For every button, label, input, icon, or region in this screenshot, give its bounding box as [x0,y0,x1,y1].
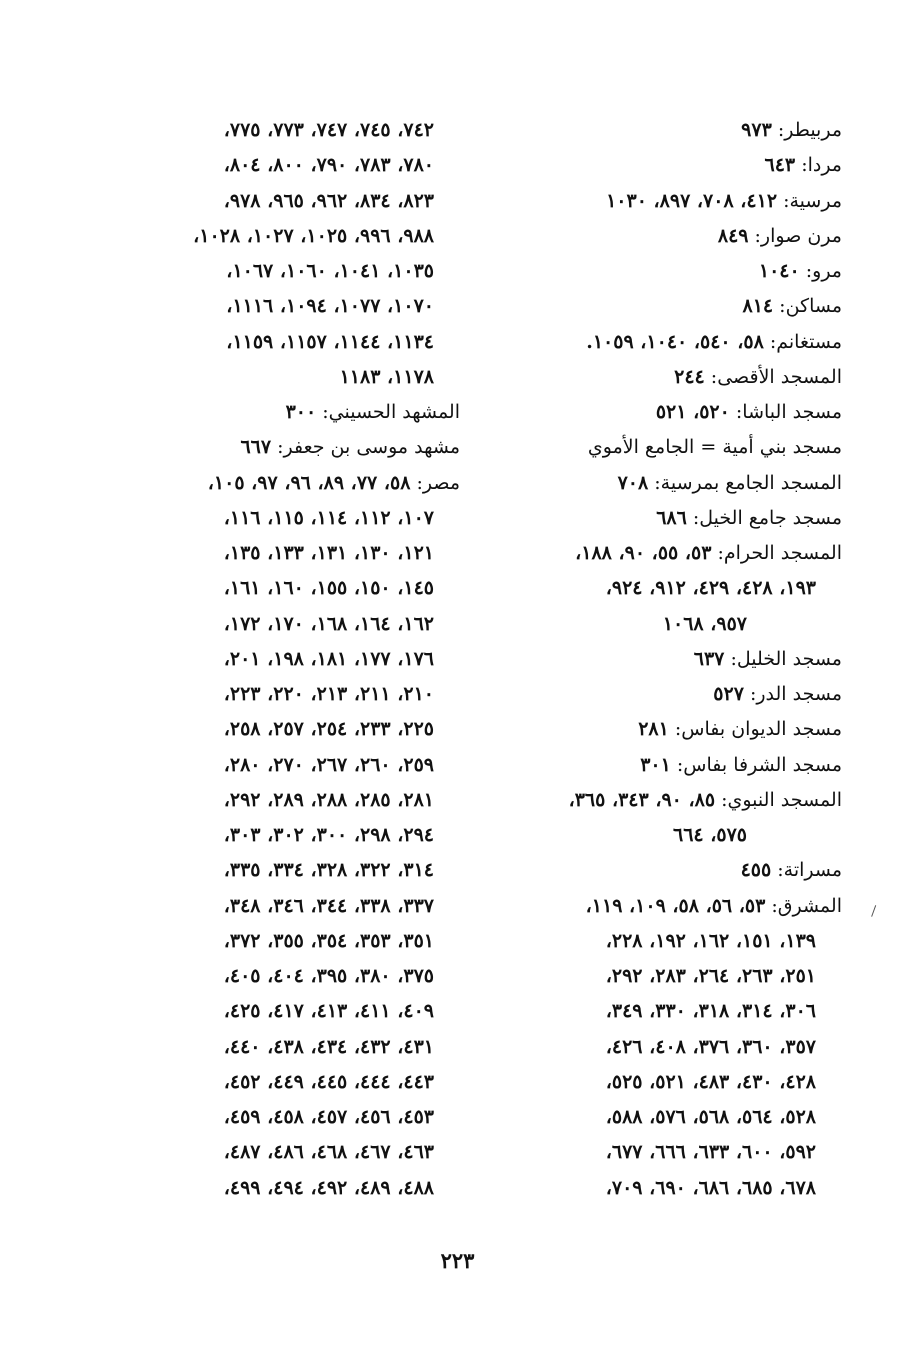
entry-page-refs: ٣٠٠ [285,401,317,423]
index-entry [106,289,460,324]
index-entry [490,219,842,254]
entry-heading: مرسية: [783,189,842,212]
entry-page-refs: ٥٨، ٥٤٠، ١٠٤٠، ١٠٥٩. [586,330,764,353]
index-entry [106,536,460,571]
index-entry [106,712,460,747]
index-entry [490,430,842,465]
index-entry [490,642,842,677]
entry-heading: مساكن: [779,295,842,318]
entry-page-refs: ١٢١، ١٣٠، ١٣١، ١٣٣، ١٣٥، [223,542,434,564]
entry-heading: مرن صوار: [754,224,842,247]
entry-heading: المشرق: [771,894,842,917]
entry-heading: مسجد الباشا: [735,401,842,423]
index-entry [106,1171,460,1206]
entry-page-refs: ٤٨٨، ٤٨٩، ٤٩٢، ٤٩٤، ٤٩٩، [223,1176,434,1199]
entry-page-refs: ٢٥١، ٢٦٣، ٢٦٤، ٢٨٣، ٢٩٢، [605,965,816,987]
index-entry [490,113,842,148]
entry-page-refs: ١٠٧٠، ١٠٧٧، ١٠٩٤، ١١١٦، [226,295,434,318]
index-entry [490,466,842,501]
index-entry [106,219,460,254]
entry-heading: مستغانم: [769,330,842,353]
index-entry [106,783,460,818]
entry-heading: المسجد الجامع بمرسية: [654,471,842,494]
page-number: ٢٢٣ [440,1248,475,1273]
index-entry [106,748,460,783]
entry-page-refs: ٢٨١ [638,718,669,741]
index-entry [106,360,460,395]
entry-page-refs: ١٧٦، ١٧٧، ١٨١، ١٩٨، ٢٠١، [223,647,434,670]
entry-heading: مسجد بني أمية = الجامع الأموي [587,436,842,459]
entry-page-refs: ٢١٠، ٢١١، ٢١٣، ٢٢٠، ٢٢٣، [223,683,434,705]
index-entry [106,994,460,1029]
index-entry [490,712,842,747]
entry-page-refs: ٨٤٩ [717,224,749,247]
index-entry [490,748,842,783]
index-entry [106,924,460,959]
entry-heading: المسجد النبوي: [721,788,842,811]
entry-heading: مسجد الديوان بفاس: [674,718,842,741]
entry-page-refs: ٥٢٠، ٥٢١ [655,401,730,423]
index-entry [106,430,460,465]
index-entry [106,677,460,712]
entry-page-refs: ٦٧٨، ٦٨٥، ٦٨٦، ٦٩٠، ٧٠٩، [605,1176,816,1199]
index-entry [490,1135,842,1170]
entry-page-refs: ٦٨٦ [656,506,687,529]
index-column-right [490,113,842,1206]
entry-page-refs: ٥٣، ٥٦، ٥٨، ١٠٩، ١١٩، [585,894,766,917]
entry-page-refs: ٦٦٧ [240,436,272,459]
entry-page-refs: ٩٨٨، ٩٩٦، ١٠٢٥، ١٠٢٧، ١٠٢٨، [193,224,434,247]
index-entry [490,1030,842,1065]
index-entry [490,677,842,712]
index-entry [106,889,460,924]
entry-heading: مسراتة: [777,859,842,882]
index-entry [106,607,460,642]
entry-heading: مسجد جامع الخيل: [692,506,842,529]
entry-page-refs: ٧٨٠، ٧٨٣، ٧٩٠، ٨٠٠، ٨٠٤، [223,154,434,177]
index-entry [490,783,842,818]
entry-page-refs: ٤٤٣، ٤٤٤، ٤٤٥، ٤٤٩، ٤٥٢، [223,1070,434,1093]
margin-mark [871,905,882,919]
index-entry [106,501,460,536]
entry-heading: مسجد الخليل: [730,647,842,670]
entry-page-refs: ٥٩٢، ٦٠٠، ٦٣٣، ٦٦٦، ٦٧٧، [605,1141,816,1164]
entry-page-refs: ٤٢٨، ٤٣٠، ٤٨٣، ٥٢١، ٥٢٥، [605,1070,816,1093]
entry-page-refs: ٢٤٤ [674,365,705,388]
entry-page-refs: ٨٥، ٩٠، ٣٤٣، ٣٦٥، [568,788,716,811]
entry-page-refs: ١٠٣٥، ١٠٤١، ١٠٦٠، ١٠٦٧، [226,260,434,282]
index-entry [106,113,460,148]
entry-page-refs: ٣٠٦، ٣١٤، ٣١٨، ٣٣٠، ٣٤٩، [605,1000,816,1023]
entry-page-refs: ٨٢٣، ٨٣٤، ٩٦٢، ٩٦٥، ٩٧٨، [223,189,434,212]
index-entry [490,148,842,183]
entry-page-refs: ٧٤٢، ٧٤٥، ٧٤٧، ٧٧٣، ٧٧٥، [223,119,434,141]
entry-page-refs: ٤١٢، ٧٠٨، ٨٩٧، ١٠٣٠ [606,189,778,212]
index-entry [106,254,460,289]
entry-page-refs: ٥٢٨، ٥٦٤، ٥٦٨، ٥٧٦، ٥٨٨، [605,1106,816,1128]
entry-page-refs: ٣٧٥، ٣٨٠، ٣٩٥، ٤٠٤، ٤٠٥، [223,965,434,987]
entry-page-refs: ١٩٣، ٤٢٨، ٤٢٩، ٩١٢، ٩٢٤، [605,577,816,600]
index-entry [490,536,842,571]
index-column-left [106,113,460,1206]
index-entry [106,148,460,183]
index-entry [490,360,842,395]
index-entry [490,501,842,536]
entry-heading: مربيطر: [777,119,842,141]
index-entry [106,395,460,430]
index-entry [106,959,460,994]
entry-page-refs: ١٦٢، ١٦٤، ١٦٨، ١٧٠، ١٧٢، [223,612,434,635]
entry-heading: مشهد موسى بن جعفر: [277,436,460,459]
entry-page-refs: ٣٥١، ٣٥٣، ٣٥٤، ٣٥٥، ٣٧٢، [223,929,434,952]
entry-page-refs: ٢٩٤، ٢٩٨، ٣٠٠، ٣٠٢، ٣٠٣، [223,824,434,846]
index-entry [490,853,842,888]
entry-page-refs: ٨١٤ [742,295,774,318]
entry-page-refs: ٥٣، ٥٥، ٩٠، ١٨٨، [575,542,712,564]
entry-page-refs: ٤٣١، ٤٣٢، ٤٣٤، ٤٣٨، ٤٤٠، [223,1035,434,1058]
entry-page-refs: ٢٢٥، ٢٣٣، ٢٥٤، ٢٥٧، ٢٥٨، [223,718,434,741]
index-entry [106,1065,460,1100]
index-entry [106,466,460,501]
entry-page-refs: ٧٠٨ [617,471,649,494]
index-entry [490,607,842,642]
index-entry [490,395,842,430]
index-entry [106,853,460,888]
entry-heading: مردا: [801,154,842,177]
entry-heading: مسجد الشرفا بفاس: [676,753,842,776]
index-entry [490,1171,842,1206]
index-entry [490,289,842,324]
entry-page-refs: ٥٧٥، ٦٦٤ [673,824,747,846]
index-entry [106,818,460,853]
entry-heading: مسجد الدر: [749,683,842,705]
entry-page-refs: ٣٠١ [640,753,671,776]
entry-page-refs: ٣١٤، ٣٢٢، ٣٢٨، ٣٣٤، ٣٣٥، [223,859,434,882]
index-entry [106,1100,460,1135]
entry-heading: المشهد الحسيني: [322,401,460,423]
entry-page-refs: ١١٣٤، ١١٤٤، ١١٥٧، ١١٥٩، [226,330,434,353]
index-entry [490,889,842,924]
index-entry [106,325,460,360]
index-entry [106,571,460,606]
entry-heading: مرو: [805,260,842,282]
index-entry [490,1065,842,1100]
entry-page-refs: ٦٣٧ [693,647,725,670]
entry-heading: المسجد الأقصى: [710,365,842,388]
entry-page-refs: ٩٧٣ [741,119,772,141]
entry-page-refs: ١١٧٨، ١١٨٣ [339,365,434,388]
entry-page-refs: ٩٥٧، ١٠٦٨ [662,612,747,635]
entry-page-refs: ١٣٩، ١٥١، ١٦٢، ١٩٢، ٢٢٨، [605,929,816,952]
entry-page-refs: ٣٥٧، ٣٦٠، ٣٧٦، ٤٠٨، ٤٢٦، [605,1035,816,1058]
index-entry [106,1135,460,1170]
index-entry [490,994,842,1029]
index-entry [490,184,842,219]
index-entry [106,642,460,677]
entry-page-refs: ١٠٤٠ [758,260,800,282]
entry-page-refs: ٤٥٣، ٤٥٦، ٤٥٧، ٤٥٨، ٤٥٩، [223,1106,434,1128]
entry-page-refs: ٥٨، ٧٧، ٨٩، ٩٦، ٩٧، ١٠٥، [207,471,411,494]
entry-page-refs: ٢٥٩، ٢٦٠، ٢٦٧، ٢٧٠، ٢٨٠، [223,753,434,776]
entry-page-refs: ٢٨١، ٢٨٥، ٢٨٨، ٢٨٩، ٢٩٢، [223,788,434,811]
index-entry [490,254,842,289]
index-entry [106,184,460,219]
entry-page-refs: ٣٣٧، ٣٣٨، ٣٤٤، ٣٤٦، ٣٤٨، [223,894,434,917]
index-entry [490,571,842,606]
entry-page-refs: ١٤٥، ١٥٠، ١٥٥، ١٦٠، ١٦١، [223,577,434,600]
entry-heading: المسجد الحرام: [717,542,842,564]
entry-page-refs: ٦٤٣ [764,154,796,177]
index-entry [490,325,842,360]
entry-page-refs: ٤٥٥ [740,859,772,882]
index-entry [490,924,842,959]
index-entry [490,959,842,994]
index-entry [490,818,842,853]
entry-page-refs: ٥٢٧ [713,683,744,705]
entry-heading: مصر: [416,471,460,494]
entry-page-refs: ١٠٧، ١١٢، ١١٤، ١١٥، ١١٦، [223,506,434,529]
index-entry [106,1030,460,1065]
entry-page-refs: ٤٦٣، ٤٦٧، ٤٦٨، ٤٨٦، ٤٨٧، [223,1141,434,1164]
index-entry [490,1100,842,1135]
entry-page-refs: ٤٠٩، ٤١١، ٤١٣، ٤١٧، ٤٢٥، [223,1000,434,1023]
